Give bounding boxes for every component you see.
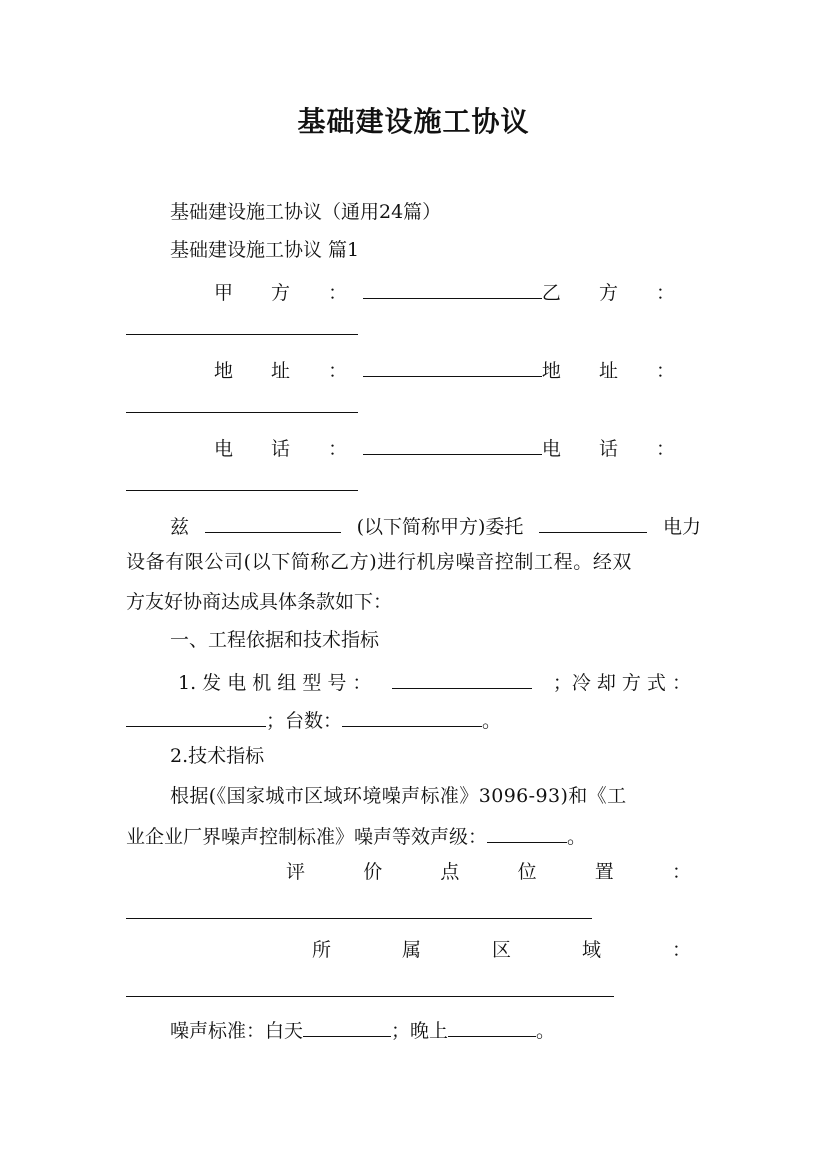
phone-b-label: 电 话 ： xyxy=(541,438,691,460)
item1-text-b: ；冷 却 方 式 ： xyxy=(552,672,691,694)
address-a-label: 地 址 ： xyxy=(214,360,364,382)
phone-row xyxy=(214,434,691,461)
eval-char-1: 评 xyxy=(286,861,306,883)
section-heading: 基础建设施工协议 篇1 xyxy=(170,239,360,261)
item-2-heading: 2.技术指标 xyxy=(170,745,265,767)
region-char-2: 属 xyxy=(401,939,421,961)
party-a-blank xyxy=(363,278,542,299)
para1-blank-1 xyxy=(205,512,341,533)
party-row xyxy=(214,278,691,305)
document-subtitle: 基础建设施工协议（通用24篇） xyxy=(170,201,442,223)
address-b-label: 地 址 ： xyxy=(541,360,691,382)
eval-char-6: ： xyxy=(671,861,691,883)
basis-line2-end: 。 xyxy=(567,826,587,848)
noise-std-a: 噪声标准：白天 xyxy=(170,1020,304,1042)
basis-line-1: 根据(《国家城市区域环境噪声标准》3096-93)和《工 xyxy=(170,785,627,807)
basis-blank xyxy=(487,822,567,843)
noise-day-blank xyxy=(303,1016,391,1037)
address-row xyxy=(214,356,691,383)
region-char-4: 域 xyxy=(581,939,601,961)
region-blank xyxy=(126,996,614,997)
item1-line2-a: ；台数： xyxy=(266,710,343,732)
item1-blank-cooling xyxy=(126,706,266,727)
item1-text-a: 1. 发 电 机 组 型 号 ： xyxy=(178,672,372,694)
eval-point-blank xyxy=(126,918,592,919)
noise-night-blank xyxy=(448,1016,536,1037)
eval-point-row xyxy=(286,860,691,884)
basis-line-2 xyxy=(126,822,701,849)
para1-end: 电力 xyxy=(662,516,701,538)
noise-std-end: 。 xyxy=(536,1020,556,1042)
paragraph-1-line-1 xyxy=(170,512,701,539)
noise-std-b: ；晚上 xyxy=(391,1020,449,1042)
item1-blank-count xyxy=(342,706,482,727)
eval-char-4: 位 xyxy=(517,861,537,883)
para1-blank-2 xyxy=(539,512,647,533)
region-char-5: ： xyxy=(671,939,691,961)
item1-line2-end: 。 xyxy=(482,710,502,732)
para1-mid: (以下简称甲方)委托 xyxy=(356,516,524,538)
region-row xyxy=(312,938,691,962)
document-title: 基础建设施工协议 xyxy=(297,105,530,138)
party-a-label: 甲 方 ： xyxy=(214,282,364,304)
phone-b-blank xyxy=(126,490,358,491)
item-1-line-1 xyxy=(178,668,691,695)
paragraph-1-line-2: 设备有限公司(以下简称乙方)进行机房噪音控制工程。经双 xyxy=(126,551,633,573)
item1-blank-model xyxy=(392,668,532,689)
address-b-blank xyxy=(126,412,358,413)
item-1-line-2 xyxy=(126,706,701,733)
paragraph-1-line-3: 方友好协商达成具体条款如下： xyxy=(126,591,393,613)
party-b-label: 乙 方 ： xyxy=(541,282,691,304)
eval-char-5: 置 xyxy=(594,861,614,883)
eval-char-3: 点 xyxy=(440,861,460,883)
basis-line2-text: 业企业厂界噪声控制标准》噪声等效声级： xyxy=(126,826,488,848)
party-b-blank xyxy=(126,334,358,335)
section-1-heading: 一、工程依据和技术指标 xyxy=(170,629,380,651)
region-char-1: 所 xyxy=(312,939,332,961)
phone-a-blank xyxy=(363,434,542,455)
noise-standard-line xyxy=(170,1016,701,1043)
eval-char-2: 价 xyxy=(363,861,383,883)
phone-a-label: 电 话 ： xyxy=(214,438,364,460)
address-a-blank xyxy=(363,356,542,377)
region-char-3: 区 xyxy=(491,939,511,961)
para1-prefix: 兹 xyxy=(170,516,190,538)
